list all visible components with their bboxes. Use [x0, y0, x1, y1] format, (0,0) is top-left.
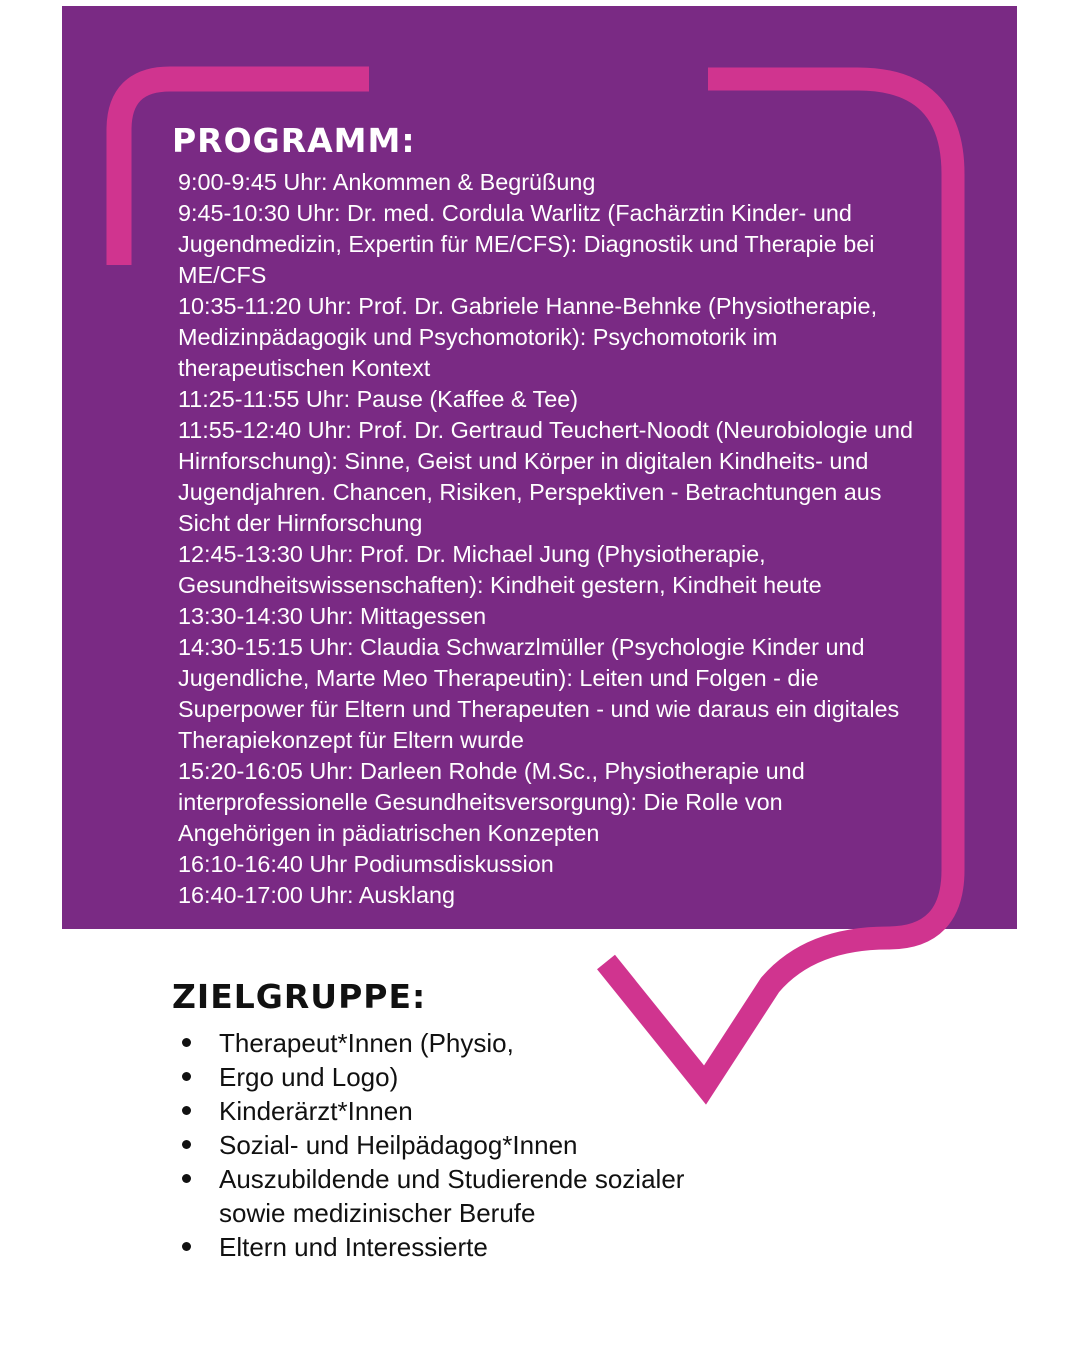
schedule-item: 14:30-15:15 Uhr: Claudia Schwarzlmüller (Psychologie Kinder und Jugendliche, Marte Meo Therapeutin): Leiten und Folgen - die Superpower für Eltern und Therapeuten - und wie daraus ein digitales Therapiekonzept für Eltern wurde [178, 634, 900, 753]
bullet-icon [182, 1140, 191, 1149]
audience-item-label: Sozial- und Heilpädagog*Innen [219, 1130, 578, 1160]
audience-item-label: Eltern und Interessierte [219, 1232, 488, 1262]
audience-item [178, 1162, 738, 1230]
schedule-item: 10:35-11:20 Uhr: Prof. Dr. Gabriele Hanne-Behnke (Physiotherapie, Medizinpädagogik und Psychomotorik): Psychomotorik im therapeutischen Kontext [178, 293, 878, 381]
schedule-item: 9:45-10:30 Uhr: Dr. med. Cordula Warlitz (Fachärztin Kinder- und Jugendmedizin, Expertin für ME/CFS): Diagnostik und Therapie bei ME/CFS [178, 200, 875, 288]
bullet-icon [182, 1072, 191, 1081]
bullet-icon [182, 1038, 191, 1047]
schedule-item: 13:30-14:30 Uhr: Mittagessen [178, 603, 487, 629]
programm-heading: PROGRAMM: [172, 121, 416, 160]
bullet-icon [182, 1242, 191, 1251]
audience-list [178, 1026, 738, 1264]
audience-item [178, 1060, 738, 1094]
audience-item-label: Therapeut*Innen (Physio, [219, 1028, 514, 1058]
zielgruppe-heading: ZIELGRUPPE: [172, 977, 427, 1016]
schedule-item: 11:25-11:55 Uhr: Pause (Kaffee & Tee) [178, 386, 579, 412]
audience-item [178, 1026, 738, 1060]
audience-item-label: Kinderärzt*Innen [219, 1096, 413, 1126]
schedule-item: 11:55-12:40 Uhr: Prof. Dr. Gertraud Teuchert-Noodt (Neurobiologie und Hirnforschung): Sinne, Geist und Körper in digitalen Kindheits- und Jugendjahren. Chancen, Risiken, Perspektiven - Betrachtungen aus Sicht der Hirnforschung [178, 417, 914, 536]
bullet-icon [182, 1106, 191, 1115]
bullet-icon [182, 1174, 191, 1183]
schedule-list [178, 167, 918, 911]
schedule-item: 15:20-16:05 Uhr: Darleen Rohde (M.Sc., Physiotherapie und interprofessionelle Gesundheitsversorgung): Die Rolle von Angehörigen in pädiatrischen Konzepten [178, 758, 805, 846]
audience-item-label: Auszubildende und Studierende sozialer sowie medizinischer Berufe [219, 1164, 685, 1228]
audience-item-label: Ergo und Logo) [219, 1062, 399, 1092]
schedule-item: 9:00-9:45 Uhr: Ankommen & Begrüßung [178, 169, 596, 195]
schedule-item: 12:45-13:30 Uhr: Prof. Dr. Michael Jung (Physiotherapie, Gesundheitswissenschaften): Kindheit gestern, Kindheit heute [178, 541, 822, 598]
audience-item [178, 1094, 738, 1128]
audience-item [178, 1128, 738, 1162]
audience-item [178, 1230, 738, 1264]
schedule-item: 16:40-17:00 Uhr: Ausklang [178, 882, 455, 908]
schedule-item: 16:10-16:40 Uhr Podiumsdiskussion [178, 851, 554, 877]
